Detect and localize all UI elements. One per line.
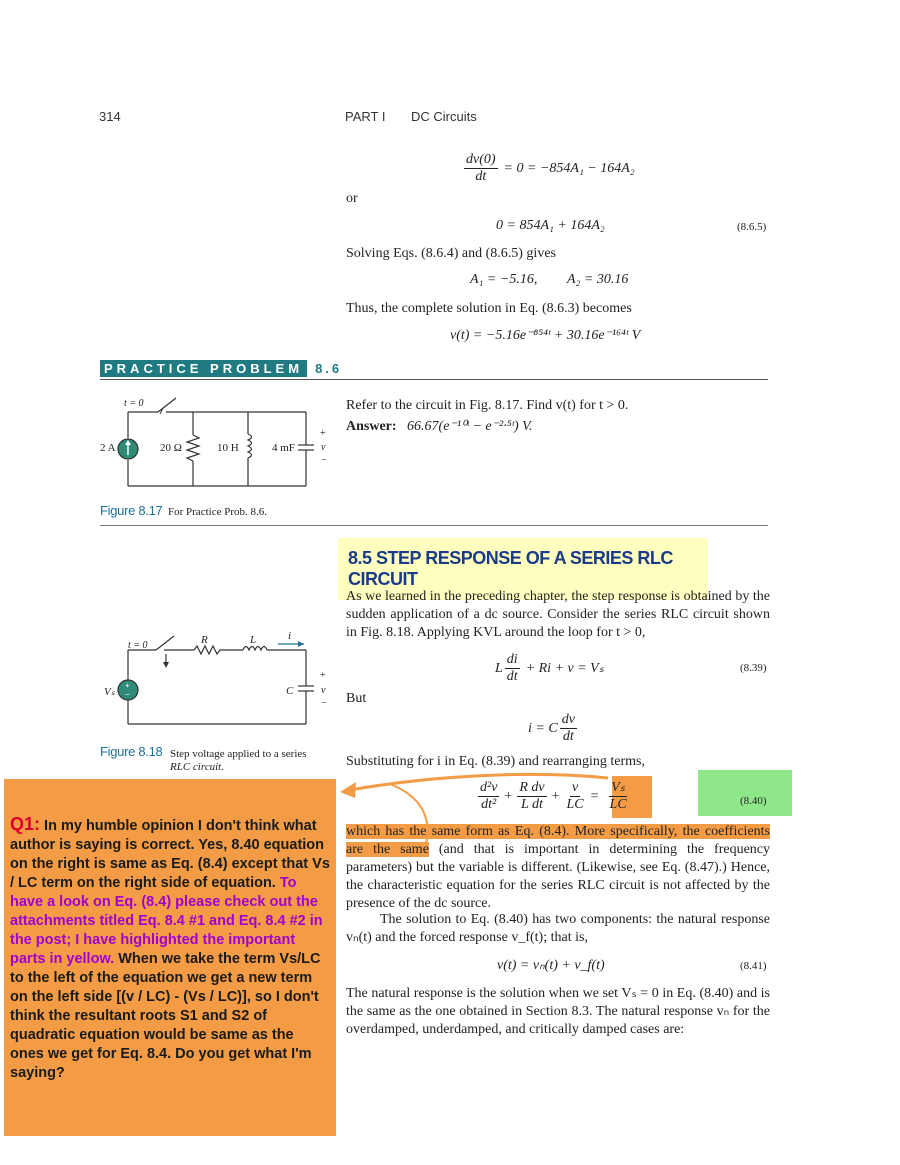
practice-number: 8.6 [315,361,343,376]
fig818-inductor-label: L [250,634,257,646]
section-title: 8.5 STEP RESPONSE OF A SERIES RLC CIRCUIT [338,538,708,600]
svg-text:+: + [125,681,130,690]
equation-841: v(t) = vₙ(t) + v_f(t) [497,958,605,973]
a2-value: A₂ = 30.16 [567,272,629,287]
practice-text: Refer to the circuit in Fig. 8.17. Find v(t) for t > 0. [346,398,629,413]
fig817-v: v [321,442,326,453]
substituting-text: Substituting for i in Eq. (8.39) and rearranging terms, [346,754,645,769]
section-paragraph-4: The natural response is the solution when we set Vₛ = 0 in Eq. (8.40) and is the same as the one obtained in Section 8.3. The natural response vₙ for the overdamped, underdamped, and critically damped cases are: [346,986,770,1037]
equation-839: L $\frac{di}{dt}$ + Ri + v = Vₛ [495,652,604,684]
note-question-label: Q1: [10,814,41,834]
fig818-plus: + [320,670,326,681]
divider [100,525,768,526]
practice-problem-heading [100,360,342,377]
a1-value: A₁ = −5.16, [470,272,538,287]
section-paragraph-2: which has the same form as Eq. (8.4). More specifically, the coefficients are the same (and that is important in determining the frequency parameters) but the variable is different. (Likewise, see Eq. (8.47).) Hence, the characteristic equation for the series RLC circuit is not affected by the presence of the dc source. [346,824,770,911]
fig817-source-label: 2 A [100,442,116,454]
or-text: or [346,191,358,206]
part-title: DC Circuits [411,109,477,124]
fig818-switch-label: t = 0 [128,640,148,651]
part-label: PART I [345,109,386,124]
fig817-caption-number: Figure 8.17 [100,503,163,518]
fig818-current-label: i [288,630,292,642]
eq-number-839: (8.39) [740,662,767,674]
fig817-caption: For Practice Prob. 8.6. [168,506,267,518]
fig817-inductor-label: 10 H [217,442,239,454]
section-paragraph-1: As we learned in the preceding chapter, the step response is obtained by the sudden application of a dc source. Consider the series RLC circuit shown in Fig. 8.18. Applying KVL around the loop for t > 0, [346,589,770,640]
eq-number-865: (8.6.5) [737,221,767,233]
equation-840: $\frac{\text{d²v}}{\text{dt²}}$ + $\frac{\text{R dv}}{\text{L dt}}$ + $\frac{v}{LC}$ = $\frac{\text{Vₛ}}{LC}$ [480,780,627,812]
fig818-caption-line1: Step voltage applied to a series [170,748,307,760]
eq-number-840: (8.40) [740,795,767,807]
but-text: But [346,691,367,706]
fig818-caption-number: Figure 8.18 [100,744,163,759]
fig818-source-label: Vₛ [104,686,115,698]
thus-text: Thus, the complete solution in Eq. (8.6.3) becomes [346,301,632,316]
solving-text: Solving Eqs. (8.6.4) and (8.6.5) gives [346,246,556,261]
eq-number-841: (8.41) [740,960,767,972]
equation-dv0: $\frac{dv(0)}{dt}$ = 0 = −854A₁ − 164A₂ [466,152,635,184]
fig818-caption-line2: RLC circuit. [170,761,224,773]
highlighted-claim: which has the same form as Eq. (8.4). More specifically, the coefficients are the same [346,824,770,857]
equation-865: 0 = 854A₁ + 164A₂ [496,218,605,233]
comment-note: Q1: In my humble opinion I don't think what author is saying is correct. Yes, 8.40 equation on the right is same as Eq. (8.4) except that Vs / LC term on the right side of equation. To have a look on Eq. (8.4) please check out the attachments titled Eq. 8.4 #1 and Eq. 8.4 #2 in the post; I have highlighted the important parts in yellow. When we take the term Vs/LC to the left of the equation we get a new term on the left side [(v / LC) - (Vs / LC)], so I don't think the resultant roots S1 and S2 of quadratic equation would be same as the ones we get for Eq. 8.4. Do you get what I'm saying? [4,779,336,1136]
fig817-minus: − [321,455,327,466]
fig817-capacitor-label: 4 mF [272,442,295,454]
vt-solution: v(t) = −5.16e⁻⁸⁵⁴ᵗ + 30.16e⁻¹⁶⁴ᵗ V [450,328,641,343]
divider [100,379,768,380]
equation-current: i = C $\frac{dv}{dt}$ [528,712,575,744]
fig817-switch-label: t = 0 [124,398,144,409]
section-paragraph-3: The solution to Eq. (8.40) has two components: the natural response vₙ(t) and the forced response v_f(t); that is, [346,912,770,945]
eq-number-highlight [698,770,792,816]
page-number: 314 [99,109,121,124]
fig817-resistor-label: 20 Ω [160,442,182,454]
fig817-plus: + [320,428,326,439]
practice-banner: PRACTICE PROBLEM [100,360,307,377]
fig818-capacitor-label: C [286,685,294,697]
fig818-minus: − [321,698,327,709]
callout-arrow [330,766,630,846]
fig818-resistor-label: R [201,634,208,646]
svg-text:−: − [125,690,130,699]
practice-answer: Answer: 66.67(e⁻¹⁰ᵗ − e⁻²·⁵ᵗ) V. [346,419,533,434]
fig818-v: v [321,685,326,696]
